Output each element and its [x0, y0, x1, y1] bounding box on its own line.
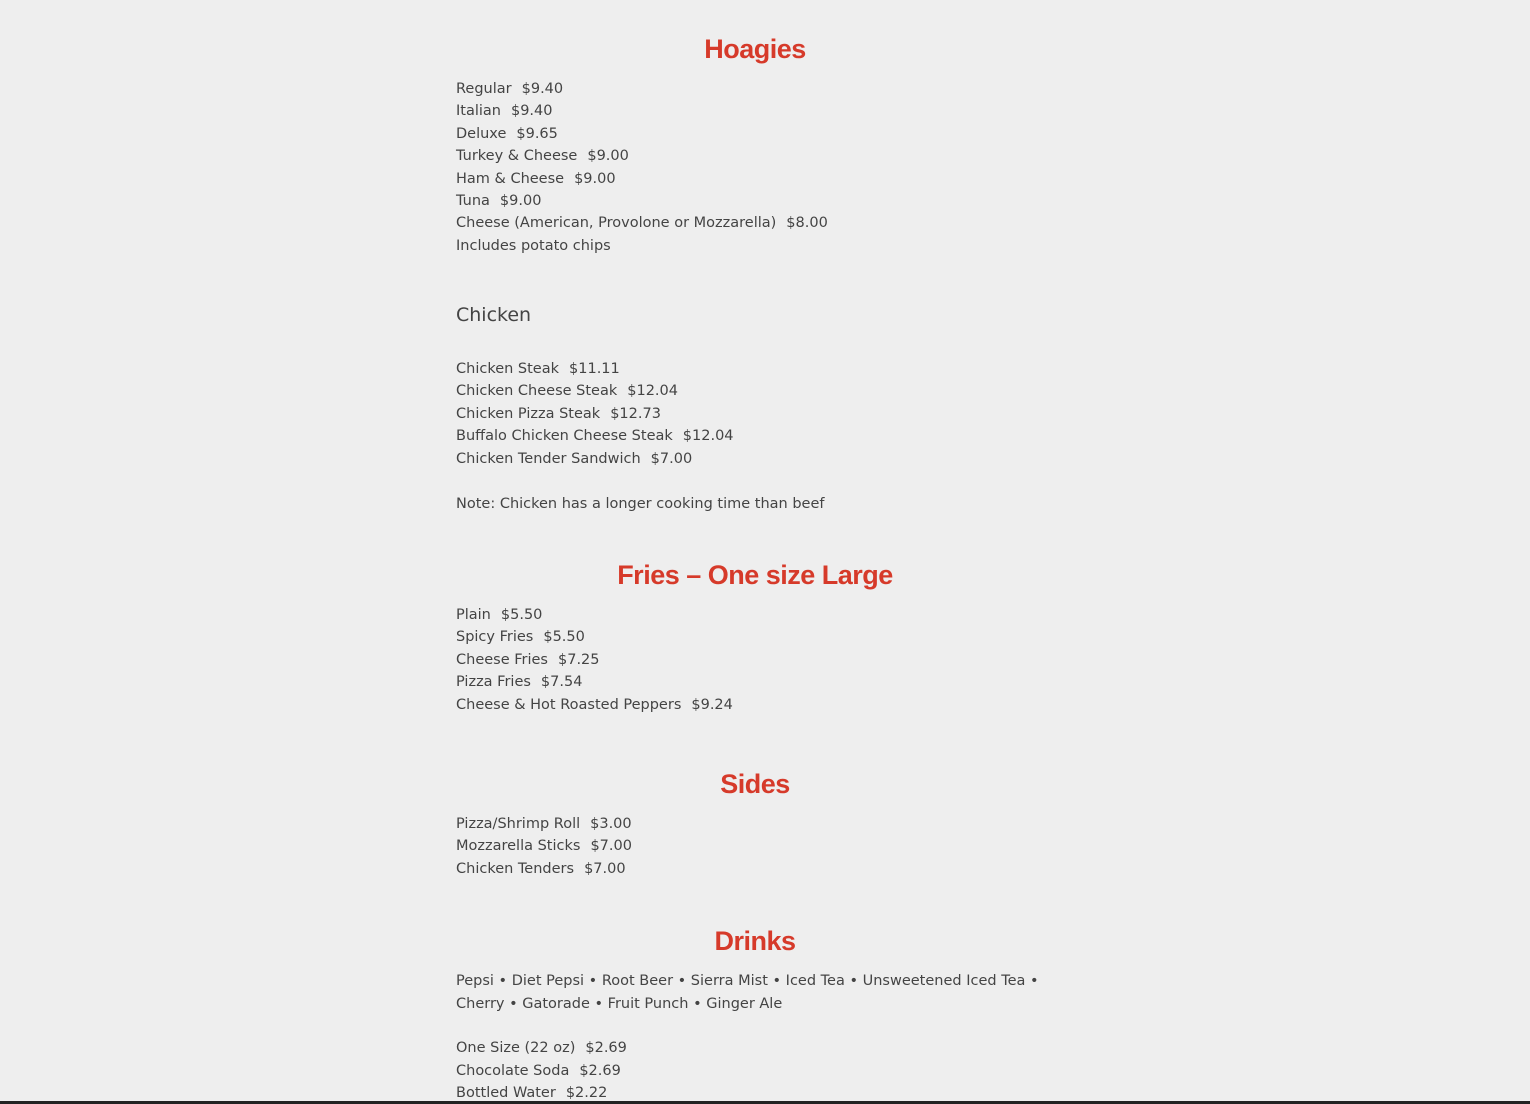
item-name: Cheese & Hot Roasted Peppers	[456, 697, 682, 713]
item-name: Cheese (American, Provolone or Mozzarella)	[456, 215, 777, 231]
menu-item	[456, 448, 692, 470]
item-name: Chicken Pizza Steak	[456, 406, 601, 422]
menu-item	[456, 78, 563, 100]
item-name: Bottled Water	[456, 1085, 556, 1101]
menu-item	[456, 212, 828, 234]
menu-item	[456, 858, 626, 880]
item-price: $2.22	[565, 1085, 608, 1101]
menu-item	[456, 604, 542, 626]
item-price: $7.54	[540, 674, 583, 690]
hoagies-note: Includes potato chips	[456, 238, 611, 254]
item-price: $5.50	[543, 629, 585, 645]
item-price: $8.00	[786, 215, 828, 231]
item-name: One Size (22 oz)	[456, 1040, 576, 1056]
menu-item	[456, 835, 632, 857]
item-name: Chicken Cheese Steak	[456, 383, 618, 399]
item-name: Buffalo Chicken Cheese Steak	[456, 428, 673, 444]
item-price: $11.11	[569, 361, 620, 377]
menu-item	[456, 425, 734, 447]
chicken-heading: Chicken	[456, 304, 532, 326]
item-name: Spicy Fries	[456, 629, 534, 645]
item-name: Plain	[456, 607, 491, 623]
menu-item	[456, 1060, 621, 1082]
drinks-list: Pepsi • Diet Pepsi • Root Beer • Sierra Mist • Iced Tea • Unsweetened Iced Tea • Cherry • Gatorade • Fruit Punch • Ginger Ale	[456, 973, 1039, 1012]
menu-item	[456, 813, 632, 835]
item-price: $9.00	[574, 171, 616, 187]
menu-item	[456, 403, 661, 425]
item-price: $9.00	[587, 148, 629, 164]
menu-item	[456, 649, 600, 671]
item-price: $9.00	[499, 193, 542, 209]
sides-heading: Sides	[720, 769, 790, 799]
item-name: Turkey & Cheese	[456, 148, 578, 164]
item-price: $9.40	[521, 81, 564, 97]
hoagies-heading: Hoagies	[704, 34, 806, 64]
item-name: Chicken Steak	[456, 361, 560, 377]
item-price: $7.00	[650, 451, 693, 467]
item-name: Regular	[456, 81, 512, 97]
item-name: Italian	[456, 103, 501, 119]
item-price: $12.04	[627, 383, 678, 399]
item-price: $2.69	[579, 1063, 621, 1079]
menu-item	[456, 358, 620, 380]
item-price: $7.00	[590, 838, 632, 854]
fries-heading: Fries – One size Large	[617, 560, 893, 590]
menu-item	[456, 626, 585, 648]
item-price: $7.00	[584, 861, 626, 877]
item-name: Chocolate Soda	[456, 1063, 570, 1079]
item-price: $2.69	[585, 1040, 627, 1056]
item-price: $3.00	[590, 816, 632, 832]
item-price: $7.25	[558, 652, 600, 668]
item-price: $12.73	[610, 406, 661, 422]
menu-item	[456, 145, 629, 167]
menu-item	[456, 1037, 627, 1059]
drinks-heading: Drinks	[714, 926, 796, 956]
menu-item	[456, 671, 582, 693]
menu-item	[456, 190, 541, 212]
item-name: Cheese Fries	[456, 652, 548, 668]
chicken-note: Note: Chicken has a longer cooking time than beef	[456, 496, 825, 512]
item-name: Chicken Tenders	[456, 861, 575, 877]
item-name: Pizza/Shrimp Roll	[456, 816, 581, 832]
item-price: $9.24	[691, 697, 733, 713]
item-price: $12.04	[682, 428, 734, 444]
item-name: Ham & Cheese	[456, 171, 565, 187]
menu-item	[456, 380, 678, 402]
item-price: $5.50	[500, 607, 543, 623]
item-name: Pizza Fries	[456, 674, 531, 690]
item-name: Deluxe	[456, 126, 507, 142]
menu-item	[456, 168, 616, 190]
item-name: Mozzarella Sticks	[456, 838, 581, 854]
item-name: Tuna	[456, 193, 490, 209]
item-name: Chicken Tender Sandwich	[456, 451, 641, 467]
item-price: $9.65	[516, 126, 558, 142]
menu-item	[456, 100, 553, 122]
menu-item	[456, 694, 733, 716]
menu-item	[456, 123, 558, 145]
item-price: $9.40	[510, 103, 553, 119]
